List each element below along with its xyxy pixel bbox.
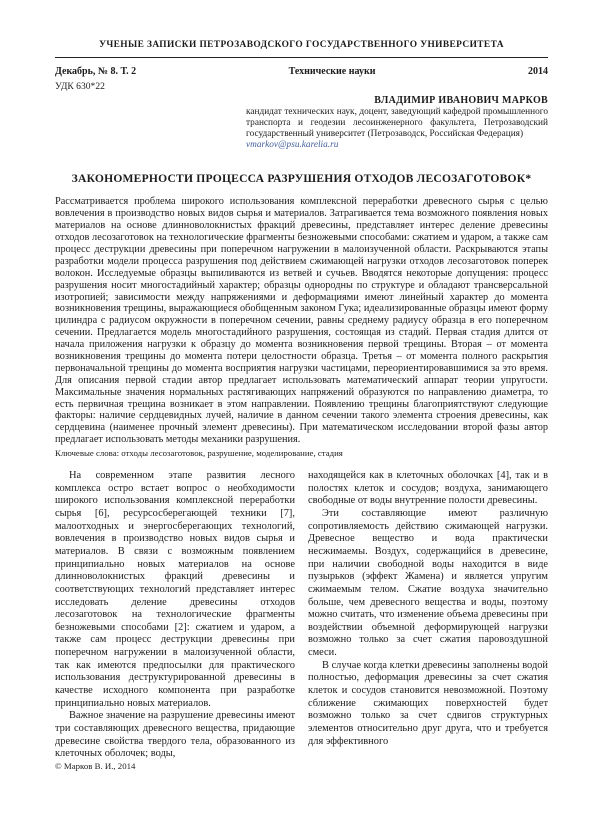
author-email-link[interactable]: vmarkov@psu.karelia.ru [246, 140, 339, 151]
body-columns [55, 470, 548, 771]
issue-date: Декабрь, № 8. Т. 2 [55, 66, 137, 77]
right-column [308, 470, 548, 771]
copyright-notice: © Марков В. И., 2014 [55, 760, 136, 771]
header-rule [55, 57, 548, 58]
journal-title: УЧЕНЫЕ ЗАПИСКИ ПЕТРОЗАВОДСКОГО ГОСУДАРСТВЕННОГО УНИВЕРСИТЕТА [99, 40, 504, 50]
udc-code: УДК 630*22 [55, 81, 105, 92]
issue-section: Технические науки [288, 66, 376, 77]
body-paragraph: Важное значение на разрушение древесины имеют три составляющих древесного вещества, придающие древесине свойства твердого тела, образованного из клеточных оболочек; воды, [55, 710, 295, 760]
abstract-text: Рассматривается проблема широкого использования комплексной переработки древесного сырья с целью вовлечения в производство новых видов сырья и материалов. Затрагивается тема возможного появления новых материалов на основе длинноволокнистых фракций древесины, представляет интерес деление древесины отходов лесозаготовок на технологические фрагменты безножевыми способами: сжатием и ударом, а также сам процесс деструкции древесины при поперечном нагружении в малоизученной области. Раскрываются этапы разработки модели процесса разрушения под действием сжимающей нагрузки отходов лесозаготовок поперек волокон. Исследуемые образцы выпиливаются из ветвей и сучьев. Вводятся некоторые допущения: процесс разрушения носит многостадийный характер; образцы однородны по структуре и обладают трансверсальной изотропией; зависимости между напряжениями и деформациями имеют линейный характер до момента возникновения трещины, выражающиеся обобщенным законом Гука; идеализированные образцы имеют форму цилиндра с радиусом окружности в поперечном сечении, равны среднему радиусу образца в его поперечном сечении. Предлагается модель многостадийного разрушения, состоящая из стадий. Первая стадия длится от начала приложения нагрузки к образцу до момента возникновения первой трещины. Вторая – от момента возникновения трещины до момента потери целостности образца. Третья – от момента полного раскрытия первоначальной трещины до момента восприятия нагрузки частицами, переориентировавшимися за это время. Для описания первой стадии автор предлагает использовать математический аппарат теории упругости. Максимальные значения нормальных растягивающих напряжений образуются по направлению диаметра, то есть первичная трещина возникает в этом направлении. Появлению трещины благоприятствуют следующие факторы: наличие сердцевидных лучей, наличие в данном сечении такого элемента строения древесины, как сердцевина (наименее прочный элемент древесины). При математическом исследовании второй фазы автор предлагает использовать методы механики разрушения. [55, 196, 548, 446]
author-block [246, 95, 548, 150]
issue-year: 2014 [528, 66, 548, 77]
author-affiliation: кандидат технических наук, доцент, заведующий кафедрой промышленного транспорта и геодезии лесоинженерного факультета, Петрозаводский государственный университет (Петрозаводск, Российская Федерация) [246, 107, 548, 139]
author-name: ВЛАДИМИР ИВАНОВИЧ МАРКОВ [374, 95, 548, 106]
body-paragraph: находящейся как в клеточных оболочках [4], так и в полостях клеток и сосудов; воздуха, занимающего свободные от воды внутренние полости древесины. [308, 470, 548, 507]
body-paragraph: На современном этапе развития лесного комплекса остро встает вопрос о необходимости широкого использования комплексной переработки сырья [6], ресурсосберегающей техники [7], малоотходных и энергосберегающих технологий, вовлечения в производство новых видов сырья и материалов. В связи с возможным появлением принципиально новых материалов на основе длинноволокнистых фракций древесины и соответствующих технологий представляет интерес исследовать деление древесины отходов лесозаготовок на технологические фрагменты безножевыми способами [2]: сжатием и ударом, а также сам процесс деструкции древесины при поперечном нагружении в малоизученной области, так как имеются предпосылки для практического использования деструктурированной древесины в качестве исходного компонента при разработке принципиально новых материалов. [55, 470, 295, 709]
left-column [55, 470, 295, 771]
body-paragraph: В случае когда клетки древесины заполнены водой полностью, деформация древесины за счет сжатия клеток и сосудов становится невозможной. Поэтому сближение сжимающих поверхностей будет возможно только за счет сдвигов структурных элементов относительно друг друга, что и требуется для эффективного [308, 659, 548, 747]
keywords-line: Ключевые слова: отходы лесозаготовок, разрушение, моделирование, стадия [55, 448, 343, 459]
body-paragraph: Эти составляющие имеют различную сопротивляемость действию сжимающей нагрузки. Древесное вещество и вода практически несжимаемы. Воздух, содержащийся в древесине, при наличии свободной воды находится в виде пузырьков (эффект Жамена) и является упругим сжимаемым телом. Сжатие воздуха значительно больше, чем древесного вещества и воды, поэтому можно считать, что изменение объема древесины при воздействии объемной деформирующей нагрузки возможно только за счет сжатия паровоздушной смеси. [308, 508, 548, 659]
issue-row [55, 66, 548, 77]
author-email [246, 140, 548, 150]
article-title: ЗАКОНОМЕРНОСТИ ПРОЦЕССА РАЗРУШЕНИЯ ОТХОДОВ ЛЕСОЗАГОТОВОК* [71, 172, 532, 186]
